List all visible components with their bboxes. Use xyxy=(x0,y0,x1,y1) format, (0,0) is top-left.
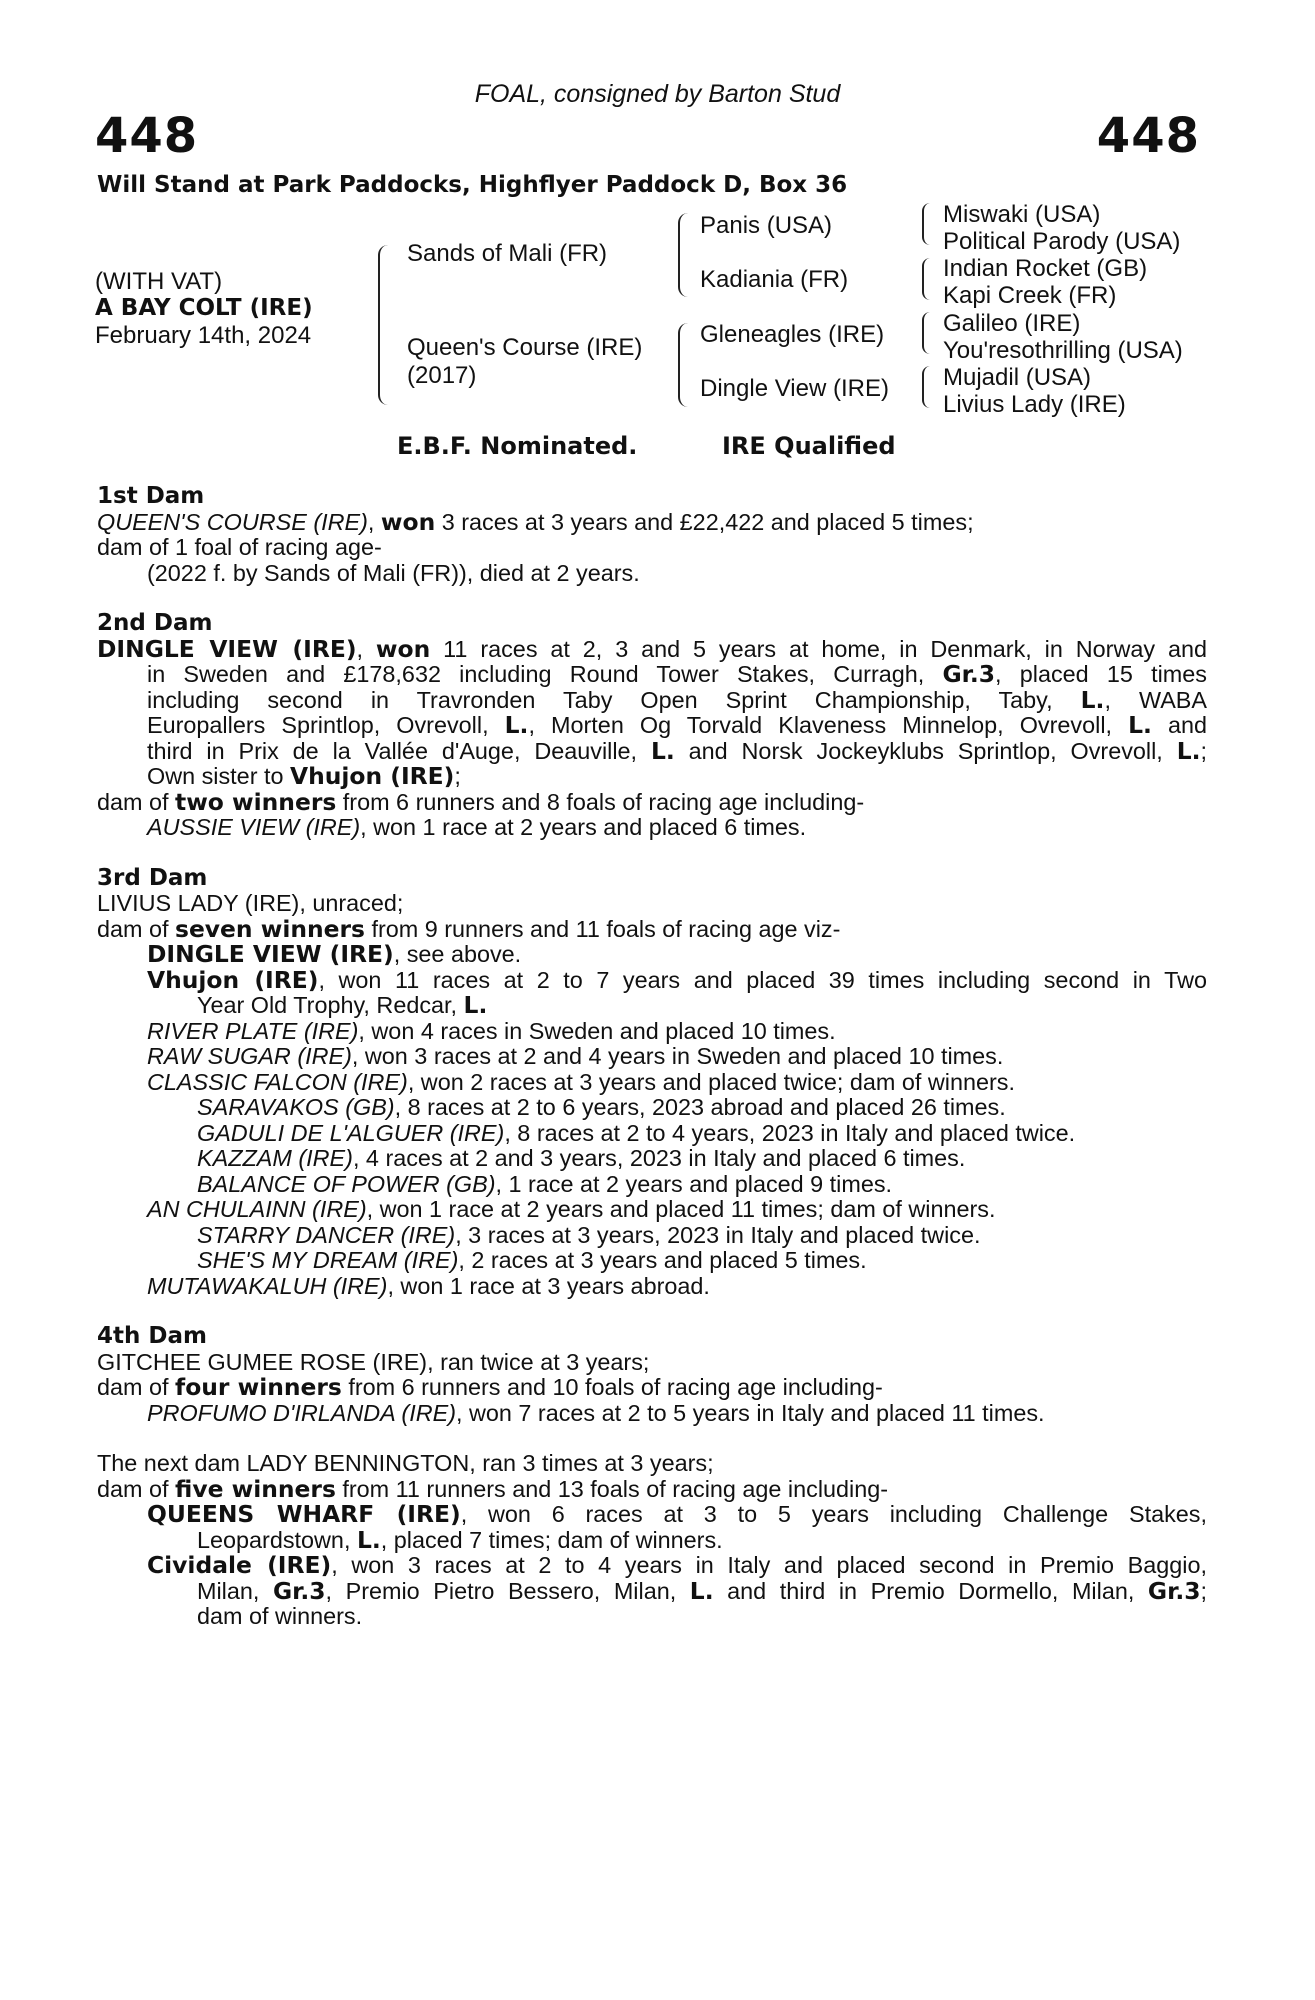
brace-ds xyxy=(922,312,930,354)
fourth-dam-record: GITCHEE GUMEE ROSE (IRE), ran twice at 3 years; xyxy=(97,1348,650,1375)
next-dam-progeny: QUEENS WHARF (IRE), won 6 races at 3 to 5 years including Challenge Stakes, xyxy=(147,1500,1207,1528)
brace-sd xyxy=(922,258,930,300)
dam-name: Queen's Course (IRE) xyxy=(407,334,643,361)
lot-name: A BAY COLT (IRE) xyxy=(95,295,313,321)
vat-note: (WITH VAT) xyxy=(95,268,223,295)
first-dam-record: QUEEN'S COURSE (IRE), won 3 races at 3 years and £22,422 and placed 5 times; xyxy=(97,507,974,536)
ss-dam: Political Parody (USA) xyxy=(943,228,1181,255)
first-dam-heading: 1st Dam xyxy=(97,483,205,509)
sire-name: Sands of Mali (FR) xyxy=(407,240,608,267)
ds-dam: You'resothrilling (USA) xyxy=(943,337,1183,364)
ds-sire: Galileo (IRE) xyxy=(943,310,1081,337)
third-dam-heading: 3rd Dam xyxy=(97,864,208,891)
brace-dd xyxy=(922,366,930,408)
next-dam-record: The next dam LADY BENNINGTON, ran 3 times at 3 years; xyxy=(97,1450,714,1476)
second-dam-progeny: AUSSIE VIEW (IRE), won 1 race at 2 years and placed 6 times. xyxy=(147,814,807,840)
ire-qualified: IRE Qualified xyxy=(722,432,896,460)
fourth-dam-progeny: PROFUMO D'IRLANDA (IRE), won 7 races at 2 to 5 years in Italy and placed 11 times. xyxy=(147,1399,1045,1426)
grand-progeny: SARAVAKOS (GB), 8 races at 2 to 6 years, 2023 abroad and placed 26 times. xyxy=(197,1094,1006,1120)
dd-sire: Mujadil (USA) xyxy=(943,364,1092,391)
dd-dam: Livius Lady (IRE) xyxy=(943,391,1126,418)
dam-year: (2017) xyxy=(407,362,477,389)
next-dam-progeny-cont: Leopardstown, L., placed 7 times; dam of winners. xyxy=(197,1525,723,1554)
third-dam-progeny: DINGLE VIEW (IRE), see above. xyxy=(147,940,522,968)
third-dam-record: LIVIUS LADY (IRE), unraced; xyxy=(97,890,404,916)
second-dam-produce: dam of two winners from 6 runners and 8 foals of racing age including- xyxy=(97,787,865,816)
brace-ss xyxy=(922,203,930,245)
brace-dam xyxy=(678,323,688,407)
third-dam-progeny: MUTAWAKALUH (IRE), won 1 race at 3 years abroad. xyxy=(147,1272,710,1299)
stand-location: Will Stand at Park Paddocks, Highflyer Paddock D, Box 36 xyxy=(97,172,848,198)
grand-progeny: BALANCE OF POWER (GB), 1 race at 2 years and placed 9 times. xyxy=(197,1170,893,1197)
first-dam-foal: (2022 f. by Sands of Mali (FR)), died at 2 years. xyxy=(147,559,640,586)
dam-sire: Gleneagles (IRE) xyxy=(700,321,885,348)
sd-sire: Indian Rocket (GB) xyxy=(943,255,1148,282)
second-dam-sister: Own sister to Vhujon (IRE); xyxy=(147,762,461,790)
third-dam-progeny: RIVER PLATE (IRE), won 4 races in Sweden and placed 10 times. xyxy=(147,1017,836,1044)
brace-main xyxy=(378,245,390,405)
second-dam-record-cont: third in Prix de la Vallée d'Auge, Deauville, L. and Norsk Jockeyklubs Sprintlop, Ovrevoll, L.; xyxy=(147,736,1207,765)
consignment-line: FOAL, consigned by Barton Stud xyxy=(474,80,841,108)
lot-number-left: 448 xyxy=(95,108,199,164)
ebf-note: E.B.F. Nominated. xyxy=(397,432,638,460)
first-dam-produce: dam of 1 foal of racing age- xyxy=(97,534,382,560)
ss-sire: Miswaki (USA) xyxy=(943,201,1101,228)
grand-progeny: GADULI DE L'ALGUER (IRE), 8 races at 2 to 4 years, 2023 in Italy and placed twice. xyxy=(197,1119,1076,1146)
third-dam-produce: dam of seven winners from 9 runners and 11 foals of racing age viz- xyxy=(97,914,841,943)
fourth-dam-produce: dam of four winners from 6 runners and 10 foals of racing age including- xyxy=(97,1373,883,1401)
third-dam-progeny: AN CHULAINN (IRE), won 1 race at 2 years and placed 11 times; dam of winners. xyxy=(147,1196,996,1222)
grand-progeny: STARRY DANCER (IRE), 3 races at 3 years, 2023 in Italy and placed twice. xyxy=(197,1221,981,1248)
third-dam-progeny: RAW SUGAR (IRE), won 3 races at 2 and 4 years in Sweden and placed 10 times. xyxy=(147,1043,1004,1069)
grand-progeny: KAZZAM (IRE), 4 races at 2 and 3 years, 2023 in Italy and placed 6 times. xyxy=(197,1145,966,1171)
brace-sire xyxy=(678,213,688,297)
second-dam-record-cont: including second in Travronden Taby Open Sprint Championship, Taby, L., WABA xyxy=(147,685,1207,714)
grand-progeny: SHE'S MY DREAM (IRE), 2 races at 3 years and placed 5 times. xyxy=(197,1247,867,1273)
third-dam-progeny: CLASSIC FALCON (IRE), won 2 races at 3 years and placed twice; dam of winners. xyxy=(147,1068,1015,1095)
second-dam-heading: 2nd Dam xyxy=(97,610,213,636)
next-dam-progeny-cont: Milan, Gr.3, Premio Pietro Bessero, Milan, L. and third in Premio Dormello, Milan, Gr.3; xyxy=(197,1576,1207,1605)
sd-dam: Kapi Creek (FR) xyxy=(943,282,1117,309)
third-dam-progeny: Vhujon (IRE), won 11 races at 2 to 7 years and placed 39 times including second in Two xyxy=(147,965,1207,994)
sire-dam: Kadiania (FR) xyxy=(700,266,849,293)
third-dam-progeny-cont: Year Old Trophy, Redcar, L. xyxy=(197,991,488,1019)
sire-sire: Panis (USA) xyxy=(700,212,833,239)
next-dam-progeny-cont: dam of winners. xyxy=(197,1603,363,1629)
catalogue-body xyxy=(97,484,1207,1630)
fourth-dam-heading: 4th Dam xyxy=(97,1323,207,1349)
second-dam-record: DINGLE VIEW (IRE), won 11 races at 2, 3 and 5 years at home, in Denmark, in Norway and xyxy=(97,634,1207,663)
second-dam-record-cont: Europallers Sprintlop, Ovrevoll, L., Morten Og Torvald Klaveness Minnelop, Ovrevoll, L. and xyxy=(147,711,1207,739)
dam-dam: Dingle View (IRE) xyxy=(700,375,889,402)
next-dam-progeny: Cividale (IRE), won 3 races at 2 to 4 years in Italy and placed second in Premio Baggio, xyxy=(147,1551,1208,1579)
foaling-date: February 14th, 2024 xyxy=(95,322,312,349)
next-dam-produce: dam of five winners from 11 runners and 13 foals of racing age including- xyxy=(97,1474,889,1503)
lot-number-right: 448 xyxy=(1096,108,1200,164)
second-dam-record-cont: in Sweden and £178,632 including Round Tower Stakes, Curragh, Gr.3, placed 15 times xyxy=(147,660,1207,688)
